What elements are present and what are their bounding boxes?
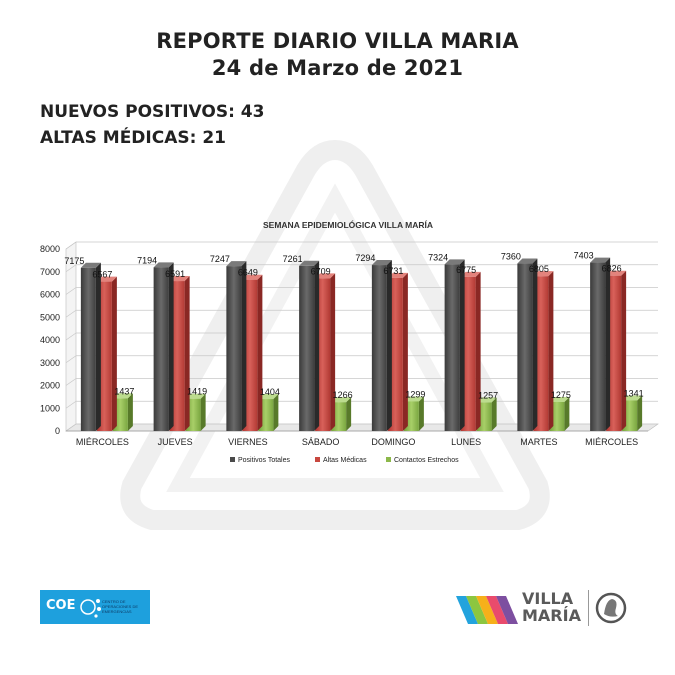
coe-network-icon: [78, 595, 102, 619]
report-title: REPORTE DIARIO VILLA MARIA: [156, 29, 519, 53]
data-label: 7324: [428, 252, 449, 263]
y-tick-label: 7000: [39, 266, 60, 277]
data-label: 6567: [92, 269, 113, 280]
villa-maria-logo-line2: MARÍA: [522, 606, 581, 625]
chart-legend: [230, 457, 459, 464]
data-label: 7360: [500, 251, 521, 262]
y-tick-label: 0: [54, 426, 60, 436]
data-label: 7403: [573, 250, 594, 261]
y-tick-label: 8000: [39, 244, 60, 254]
villa-maria-logo-line1: VILLA: [522, 589, 574, 608]
villa-maria-logo-text: [522, 590, 581, 624]
x-tick-label: MIÉRCOLES: [75, 437, 129, 447]
villa-maria-stripes-icon: [456, 592, 520, 626]
chart-title: SEMANA EPIDEMIOLÓGICA VILLA MARÍA: [263, 220, 433, 230]
report-date: 24 de Marzo de 2021: [211, 56, 464, 80]
y-tick-label: 4000: [39, 335, 60, 345]
data-label: 6649: [237, 267, 258, 278]
bar-positivos: [81, 263, 101, 431]
y-tick-label: 1000: [39, 403, 60, 414]
y-tick-label: 3000: [39, 357, 60, 368]
data-label: 6826: [601, 263, 622, 274]
data-label: 1437: [114, 386, 135, 397]
y-tick-label: 5000: [39, 312, 60, 323]
data-label: 1419: [187, 386, 208, 397]
legend-swatch: [315, 457, 320, 462]
municipal-seal-icon: [594, 590, 628, 626]
bar-positivos: [445, 259, 465, 431]
data-label: 1404: [259, 387, 280, 398]
new-positives-stat: NUEVOS POSITIVOS: 43: [40, 102, 265, 122]
x-tick-label: JUEVES: [157, 437, 193, 447]
data-label: 1275: [550, 389, 571, 400]
legend-label: Positivos Totales: [238, 457, 291, 464]
data-label: 6775: [456, 264, 477, 275]
legend-swatch: [230, 457, 235, 462]
data-label: 6731: [383, 265, 404, 276]
data-label: 7194: [137, 255, 158, 266]
chart-bars: [81, 258, 642, 431]
logo-divider: [588, 590, 589, 626]
data-label: 7261: [282, 253, 303, 264]
legend-swatch: [386, 457, 391, 462]
legend-label: Altas Médicas: [323, 457, 367, 464]
bar-positivos: [226, 261, 246, 431]
data-label: 1299: [405, 389, 426, 400]
data-label: 7175: [64, 255, 85, 266]
coe-logo-label: COE: [46, 598, 76, 613]
y-tick-label: 2000: [39, 380, 60, 391]
villa-maria-logo: [456, 588, 636, 632]
data-label: 1266: [332, 390, 353, 401]
data-label: 6709: [310, 266, 331, 277]
bar-positivos: [372, 260, 392, 431]
x-tick-label: DOMINGO: [371, 437, 416, 447]
data-label: 6591: [165, 269, 186, 280]
x-tick-label: LUNES: [451, 437, 482, 447]
data-label: 1257: [478, 390, 499, 401]
legend-label: Contactos Estrechos: [394, 457, 459, 464]
data-label: 7247: [209, 254, 230, 265]
bar-positivos: [154, 262, 174, 431]
x-tick-label: MARTES: [520, 437, 558, 447]
x-tick-label: VIERNES: [228, 437, 268, 447]
x-tick-label: SÁBADO: [301, 437, 340, 447]
y-tick-label: 6000: [39, 289, 60, 300]
medical-discharges-stat: ALTAS MÉDICAS: 21: [40, 128, 226, 148]
coe-logo-subtitle: CENTRO DE OPERACIONES DE EMERGENCIAS: [102, 599, 139, 614]
data-label: 6805: [528, 264, 549, 275]
bar-positivos: [299, 261, 319, 431]
bar-positivos: [590, 258, 610, 431]
coe-logo: [40, 590, 150, 624]
data-label: 1341: [623, 388, 644, 399]
x-tick-label: MIÉRCOLES: [585, 437, 639, 447]
bar-positivos: [517, 259, 537, 431]
data-label: 7294: [355, 253, 376, 264]
